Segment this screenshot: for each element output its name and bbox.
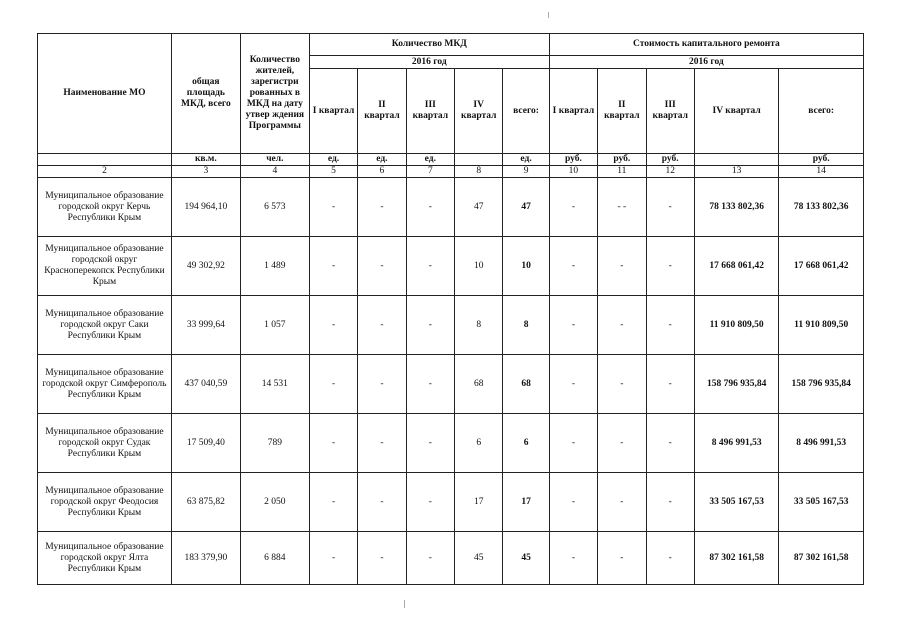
- index-cell: 13: [694, 166, 778, 178]
- area-cell: 437 040,59: [171, 355, 240, 414]
- count-q4-cell: 47: [455, 178, 503, 237]
- cost-q4-cell: 8 496 991,53: [694, 414, 778, 473]
- count-q1-cell: -: [309, 237, 357, 296]
- residents-cell: 6 573: [240, 178, 309, 237]
- unit-cell: [455, 154, 503, 166]
- name-cell: Муниципальное образование городской округ Керчь Республики Крым: [38, 178, 172, 237]
- cost-q2-cell: -: [598, 237, 646, 296]
- area-cell: 17 509,40: [171, 414, 240, 473]
- cost-q3-cell: -: [646, 296, 694, 355]
- count-q4-cell: 6: [455, 414, 503, 473]
- cost-total-cell: 78 133 802,36: [779, 178, 864, 237]
- cost-q3-cell: -: [646, 414, 694, 473]
- cost-q3-cell: -: [646, 237, 694, 296]
- header-count-total: всего:: [503, 69, 549, 154]
- count-q4-cell: 68: [455, 355, 503, 414]
- name-cell: Муниципальное образование городской округ Судак Республики Крым: [38, 414, 172, 473]
- unit-cell: чел.: [240, 154, 309, 166]
- header-cost-q4: IV квартал: [694, 69, 778, 154]
- index-cell: 3: [171, 166, 240, 178]
- table-row: [38, 473, 864, 532]
- name-cell: Муниципальное образование городской округ Ялта Республики Крым: [38, 532, 172, 585]
- header-count-group: Количество МКД: [309, 34, 549, 56]
- header-cost-q1: I квартал: [549, 69, 597, 154]
- name-cell: Муниципальное образование городской округ Симферополь Республики Крым: [38, 355, 172, 414]
- index-cell: 4: [240, 166, 309, 178]
- count-total-cell: 17: [503, 473, 549, 532]
- header-cost-q3: III квартал: [646, 69, 694, 154]
- count-q2-cell: -: [358, 237, 406, 296]
- cost-q4-cell: 17 668 061,42: [694, 237, 778, 296]
- header-count-q2: II квартал: [358, 69, 406, 154]
- area-cell: 33 999,64: [171, 296, 240, 355]
- index-cell: 10: [549, 166, 597, 178]
- count-q2-cell: -: [358, 355, 406, 414]
- header-name: Наименование МО: [38, 34, 172, 154]
- unit-cell: руб.: [598, 154, 646, 166]
- header-cost-year: 2016 год: [549, 56, 863, 69]
- unit-cell: кв.м.: [171, 154, 240, 166]
- count-q2-cell: -: [358, 296, 406, 355]
- area-cell: 49 302,92: [171, 237, 240, 296]
- units-row: [38, 154, 864, 166]
- cost-q2-cell: -: [598, 296, 646, 355]
- count-total-cell: 6: [503, 414, 549, 473]
- count-total-cell: 8: [503, 296, 549, 355]
- count-q2-cell: -: [358, 473, 406, 532]
- unit-cell: ед.: [358, 154, 406, 166]
- count-total-cell: 47: [503, 178, 549, 237]
- unit-cell: руб.: [549, 154, 597, 166]
- header-cost-group: Стоимость капитального ремонта: [549, 34, 863, 56]
- header-count-q4: IV квартал: [455, 69, 503, 154]
- count-q3-cell: -: [406, 473, 454, 532]
- cost-total-cell: 8 496 991,53: [779, 414, 864, 473]
- count-q4-cell: 17: [455, 473, 503, 532]
- cost-q2-cell: -: [598, 473, 646, 532]
- scan-mark: [548, 12, 549, 18]
- table-row: [38, 355, 864, 414]
- table-row: [38, 296, 864, 355]
- unit-cell: ед.: [503, 154, 549, 166]
- count-q4-cell: 10: [455, 237, 503, 296]
- cost-q4-cell: 87 302 161,58: [694, 532, 778, 585]
- cost-q2-cell: -: [598, 532, 646, 585]
- header-cost-total: всего:: [779, 69, 864, 154]
- index-cell: 11: [598, 166, 646, 178]
- table-row: [38, 414, 864, 473]
- count-q2-cell: -: [358, 414, 406, 473]
- residents-cell: 1 057: [240, 296, 309, 355]
- table-row: [38, 237, 864, 296]
- count-q3-cell: -: [406, 296, 454, 355]
- cost-total-cell: 11 910 809,50: [779, 296, 864, 355]
- count-q1-cell: -: [309, 414, 357, 473]
- cost-q4-cell: 33 505 167,53: [694, 473, 778, 532]
- scan-mark: [404, 600, 405, 608]
- cost-total-cell: 158 796 935,84: [779, 355, 864, 414]
- cost-q1-cell: -: [549, 296, 597, 355]
- name-cell: Муниципальное образование городской округ Красноперекопск Республики Крым: [38, 237, 172, 296]
- index-cell: 12: [646, 166, 694, 178]
- cost-q2-cell: -: [598, 355, 646, 414]
- area-cell: 194 964,10: [171, 178, 240, 237]
- unit-cell: [694, 154, 778, 166]
- unit-cell: руб.: [779, 154, 864, 166]
- count-q1-cell: -: [309, 178, 357, 237]
- cost-q3-cell: -: [646, 473, 694, 532]
- count-total-cell: 68: [503, 355, 549, 414]
- table-row: [38, 532, 864, 585]
- name-cell: Муниципальное образование городской округ Феодосия Республики Крым: [38, 473, 172, 532]
- cost-q1-cell: -: [549, 414, 597, 473]
- count-q3-cell: -: [406, 178, 454, 237]
- residents-cell: 1 489: [240, 237, 309, 296]
- count-total-cell: 10: [503, 237, 549, 296]
- index-cell: 6: [358, 166, 406, 178]
- count-q4-cell: 45: [455, 532, 503, 585]
- data-rows: [38, 178, 864, 585]
- count-q4-cell: 8: [455, 296, 503, 355]
- count-q1-cell: -: [309, 473, 357, 532]
- cost-q4-cell: 78 133 802,36: [694, 178, 778, 237]
- header-count-q3: III квартал: [406, 69, 454, 154]
- unit-cell: ед.: [309, 154, 357, 166]
- count-q1-cell: -: [309, 532, 357, 585]
- cost-q2-cell: -: [598, 414, 646, 473]
- table-row: [38, 178, 864, 237]
- unit-cell: ед.: [406, 154, 454, 166]
- count-q3-cell: -: [406, 237, 454, 296]
- cost-q2-cell: - -: [598, 178, 646, 237]
- cost-q1-cell: -: [549, 473, 597, 532]
- count-q2-cell: -: [358, 178, 406, 237]
- cost-q1-cell: -: [549, 237, 597, 296]
- cost-q1-cell: -: [549, 532, 597, 585]
- residents-cell: 789: [240, 414, 309, 473]
- index-cell: 2: [38, 166, 172, 178]
- cost-total-cell: 33 505 167,53: [779, 473, 864, 532]
- unit-cell: руб.: [646, 154, 694, 166]
- residents-cell: 6 884: [240, 532, 309, 585]
- column-index-row: [38, 166, 864, 178]
- unit-cell: [38, 154, 172, 166]
- cost-q1-cell: -: [549, 178, 597, 237]
- header-residents: Количество жителей, зарегистри рованных в МКД на дату утвер ждения Программы: [240, 34, 309, 154]
- area-cell: 63 875,82: [171, 473, 240, 532]
- mkd-repair-table: [37, 33, 864, 585]
- count-q2-cell: -: [358, 532, 406, 585]
- cost-total-cell: 87 302 161,58: [779, 532, 864, 585]
- cost-q1-cell: -: [549, 355, 597, 414]
- residents-cell: 14 531: [240, 355, 309, 414]
- index-cell: 14: [779, 166, 864, 178]
- cost-q3-cell: -: [646, 355, 694, 414]
- header-cost-q2: II квартал: [598, 69, 646, 154]
- count-q1-cell: -: [309, 296, 357, 355]
- cost-q4-cell: 11 910 809,50: [694, 296, 778, 355]
- area-cell: 183 379,90: [171, 532, 240, 585]
- cost-q3-cell: -: [646, 532, 694, 585]
- index-cell: 7: [406, 166, 454, 178]
- count-total-cell: 45: [503, 532, 549, 585]
- header-count-q1: I квартал: [309, 69, 357, 154]
- header-area: общая площадь МКД, всего: [171, 34, 240, 154]
- count-q3-cell: -: [406, 414, 454, 473]
- cost-total-cell: 17 668 061,42: [779, 237, 864, 296]
- index-cell: 8: [455, 166, 503, 178]
- count-q1-cell: -: [309, 355, 357, 414]
- index-cell: 9: [503, 166, 549, 178]
- count-q3-cell: -: [406, 532, 454, 585]
- cost-q4-cell: 158 796 935,84: [694, 355, 778, 414]
- header-count-year: 2016 год: [309, 56, 549, 69]
- residents-cell: 2 050: [240, 473, 309, 532]
- name-cell: Муниципальное образование городской округ Саки Республики Крым: [38, 296, 172, 355]
- cost-q3-cell: -: [646, 178, 694, 237]
- count-q3-cell: -: [406, 355, 454, 414]
- index-cell: 5: [309, 166, 357, 178]
